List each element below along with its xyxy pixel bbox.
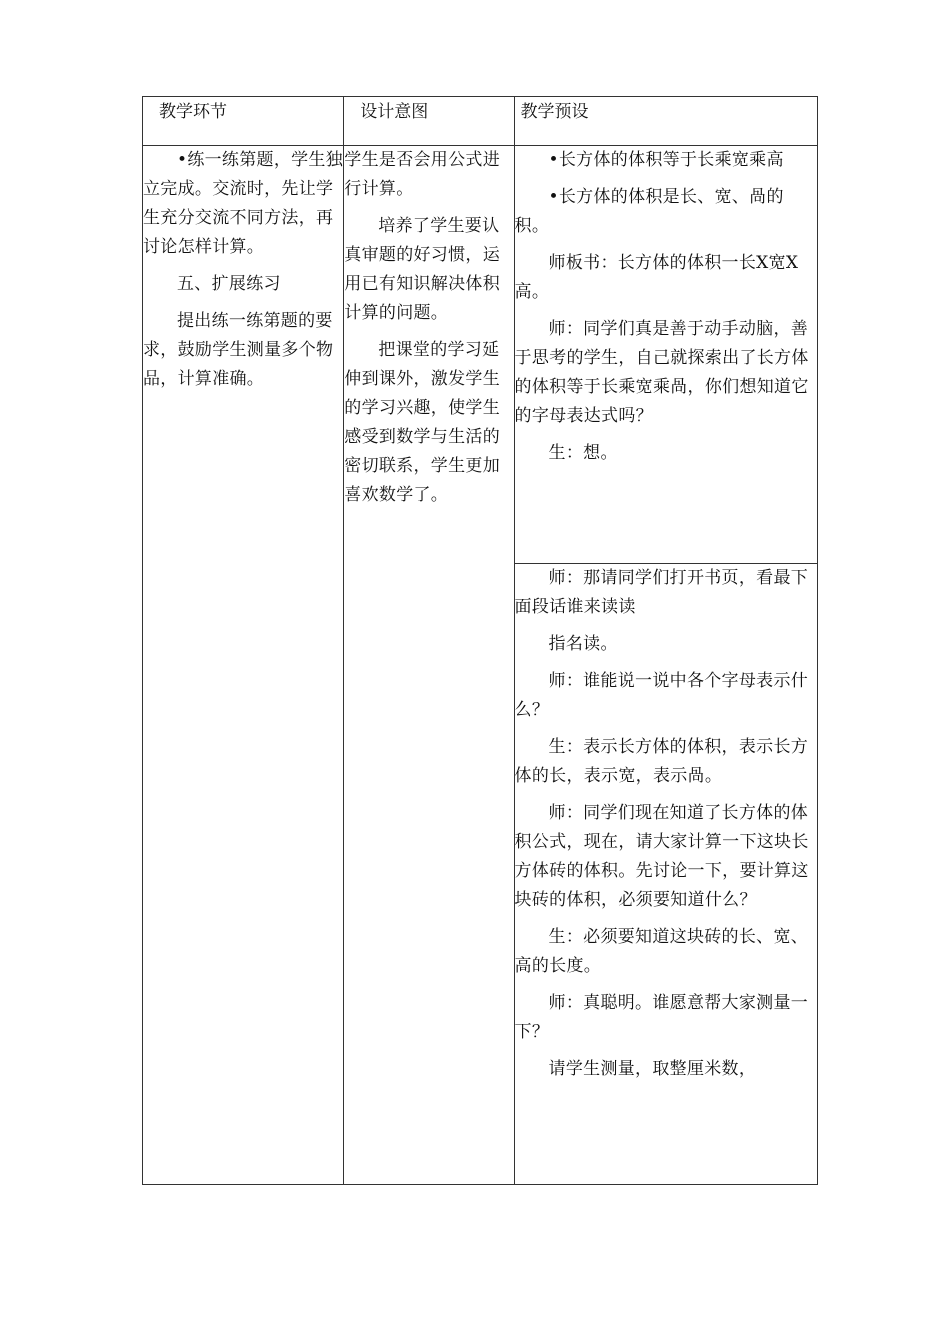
- plan-paragraph: 师板书：长方体的体积一长X宽X高。: [514, 253, 799, 302]
- table-body-row: [143, 146, 818, 564]
- plan-paragraph: 师：那请同学们打开书页，看最下面段话谁来读读: [514, 567, 809, 617]
- intent-paragraph: 培养了学生要认真审题的好习惯，运用已有知识解决体积计算的问题。: [344, 216, 500, 323]
- plan-paragraph: 生：想。: [548, 443, 618, 463]
- header-design-intent: 设计意图: [344, 97, 514, 146]
- stage-heading: 五、扩展练习: [177, 274, 281, 294]
- plan-paragraph: •长方体的体积等于长乘宽乘高: [548, 150, 784, 170]
- intent-paragraph: 把课堂的学习延伸到课外，激发学生的学习兴趣，使学生感受到数学与生活的密切联系，学生更加喜欢数学了。: [344, 340, 500, 505]
- header-teaching-stage: 教学环节: [143, 97, 344, 146]
- stage-paragraph: •练一练第题，学生独立完成。交流时，先让学生充分交流不同方法，再讨论怎样计算。: [143, 150, 344, 257]
- intent-paragraph: 学生是否会用公式进行计算。: [344, 150, 500, 199]
- plan-paragraph: 师：谁能说一说中各个字母表示什么？: [514, 670, 809, 720]
- plan-paragraph: 请学生测量，取整厘米数，: [548, 1058, 757, 1079]
- teaching-plan-cell-bottom: [514, 563, 817, 1184]
- teaching-plan-cell-top: [514, 146, 817, 564]
- stage-paragraph: 提出练一练第题的要求，鼓励学生测量多个物品，计算准确。: [143, 311, 334, 389]
- plan-paragraph: •长方体的体积是长、宽、咼的积。: [514, 187, 784, 236]
- plan-paragraph: 师：同学们现在知道了长方体的体积公式，现在，请大家计算一下这块长方体砖的体积。先讨论一下，要计算这块砖的体积，必须要知道什么？: [514, 802, 809, 910]
- plan-paragraph: 生：表示长方体的体积，表示长方体的长，表示宽，表示咼。: [514, 736, 809, 786]
- teaching-stage-cell: [143, 146, 344, 1185]
- plan-paragraph: 生：必须要知道这块砖的长、宽、高的长度。: [514, 926, 809, 976]
- plan-paragraph: 师：真聪明。谁愿意帮大家测量一下？: [514, 992, 809, 1042]
- lesson-plan-table: [142, 96, 818, 1185]
- plan-paragraph: 师：同学们真是善于动手动脑，善于思考的学生，自己就探索出了长方体的体积等于长乘宽乘咼，你们想知道它的字母表达式吗？: [514, 319, 809, 426]
- plan-paragraph: 指名读。: [548, 633, 618, 654]
- header-teaching-plan: 教学预设: [514, 97, 817, 146]
- table-header-row: [143, 97, 818, 146]
- design-intent-cell: [344, 146, 514, 1185]
